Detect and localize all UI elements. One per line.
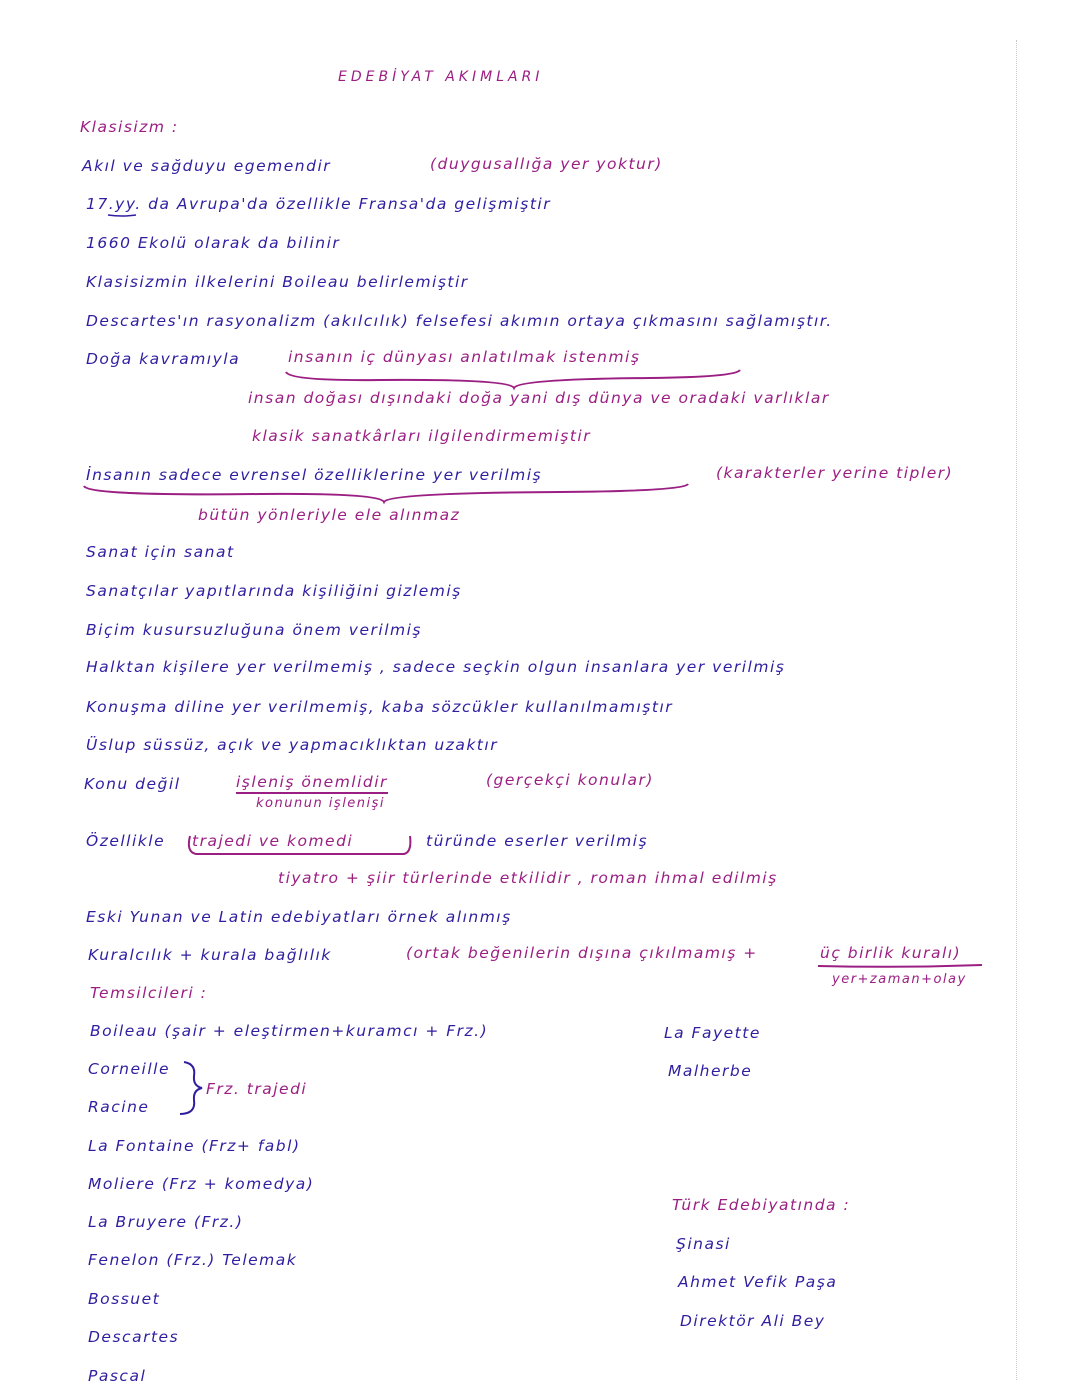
- line-15-start: Özellikle: [86, 832, 166, 850]
- page-title: EDEBİYAT AKIMLARI: [338, 69, 544, 85]
- rep-descartes: Descartes: [88, 1328, 180, 1346]
- line-6-start: Doğa kavramıyla: [86, 350, 241, 368]
- line-2: 17.yy. da Avrupa'da özellikle Fransa'da gelişmiştir: [86, 195, 552, 213]
- brace-corneille-racine: [180, 1062, 202, 1114]
- line-6-underlined: insanın iç dünyası anlatılmak istenmiş: [288, 348, 641, 366]
- line-10: Biçim kusursuzluğuna önem verilmiş: [86, 621, 422, 639]
- turkish-direktor-ali: Direktör Ali Bey: [680, 1312, 826, 1330]
- line-6-sub-1: insan doğası dışındaki doğa yani dış dünya ve oradaki varlıklar: [248, 389, 830, 407]
- line-13: Üslup süssüz, açık ve yapmacıklıktan uzaktır: [86, 736, 499, 754]
- line-7-note: (karakterler yerine tipler): [716, 464, 954, 482]
- line-7-sub: bütün yönleriyle ele alınmaz: [198, 506, 461, 524]
- brace-note: Frz. trajedi: [206, 1080, 308, 1098]
- line-8: Sanat için sanat: [86, 543, 235, 561]
- page-edge-dots: [1016, 40, 1017, 1380]
- rep-fenelon: Fenelon (Frz.) Telemak: [88, 1251, 298, 1269]
- line-17-note: (ortak beğenilerin dışına çıkılmamış +: [406, 944, 758, 962]
- line-14-underlined: işleniş önemlidir: [236, 775, 388, 794]
- rep-la-fayette: La Fayette: [664, 1024, 761, 1042]
- underline-brace-1: [286, 370, 740, 388]
- line-1: Akıl ve sağduyu egemendir: [82, 157, 332, 175]
- line-12: Konuşma diline yer verilmemiş, kaba sözcükler kullanılmamıştır: [86, 698, 674, 716]
- rep-moliere: Moliere (Frz + komedya): [88, 1175, 315, 1193]
- rep-boileau: Boileau (şair + eleştirmen+kuramcı + Frz.): [90, 1022, 489, 1040]
- rep-la-bruyere: La Bruyere (Frz.): [88, 1213, 244, 1231]
- line-16: Eski Yunan ve Latin edebiyatları örnek alınmış: [86, 908, 512, 926]
- line-14-sub: konunun işlenişi: [256, 796, 386, 811]
- line-11: Halktan kişilere yer verilmemiş , sadece seçkin olgun insanlara yer verilmiş: [86, 658, 786, 676]
- line-1-note: (duygusallığa yer yoktur): [430, 155, 663, 173]
- line-14-note: (gerçekçi konular): [486, 771, 654, 789]
- line-5: Descartes'ın rasyonalizm (akılcılık) felsefesi akımın ortaya çıkmasını sağlamıştır.: [86, 312, 833, 330]
- line-17-start: Kuralcılık + kurala bağlılık: [88, 946, 332, 964]
- line-15-end: türünde eserler verilmiş: [426, 832, 649, 850]
- rep-la-fontaine: La Fontaine (Frz+ fabl): [88, 1137, 301, 1155]
- turkish-ahmet-vefik: Ahmet Vefik Paşa: [678, 1273, 838, 1291]
- line-6-sub-2: klasik sanatkârları ilgilendirmemiştir: [252, 427, 592, 445]
- underline-brace-2: [84, 484, 688, 502]
- turkish-heading: Türk Edebiyatında :: [672, 1196, 851, 1214]
- rep-racine: Racine: [88, 1098, 150, 1116]
- line-17-sub: yer+zaman+olay: [832, 972, 967, 987]
- line-7: İnsanın sadece evrensel özelliklerine yer verilmiş: [86, 466, 543, 484]
- rep-corneille: Corneille: [88, 1060, 170, 1078]
- line-15-bracketed: trajedi ve komedi: [192, 832, 354, 850]
- rep-bossuet: Bossuet: [88, 1290, 161, 1308]
- underline-uc-birlik: [818, 965, 982, 967]
- line-3: 1660 Ekolü olarak da bilinir: [86, 234, 341, 252]
- representatives-heading: Temsilcileri :: [90, 984, 208, 1002]
- line-17-rule: üç birlik kuralı): [820, 944, 962, 962]
- line-14-start: Konu değil: [84, 775, 181, 793]
- turkish-sinasi: Şinasi: [676, 1235, 731, 1253]
- rep-malherbe: Malherbe: [668, 1062, 753, 1080]
- line-4: Klasisizmin ilkelerini Boileau belirlemiştir: [86, 273, 469, 291]
- rep-pascal: Pascal: [88, 1367, 147, 1385]
- underline-17yy: [108, 215, 136, 216]
- line-15-sub: tiyatro + şiir türlerinde etkilidir , roman ihmal edilmiş: [278, 869, 778, 887]
- line-9: Sanatçılar yapıtlarında kişiliğini gizlemiş: [86, 582, 462, 600]
- section-heading: Klasisizm :: [80, 118, 179, 136]
